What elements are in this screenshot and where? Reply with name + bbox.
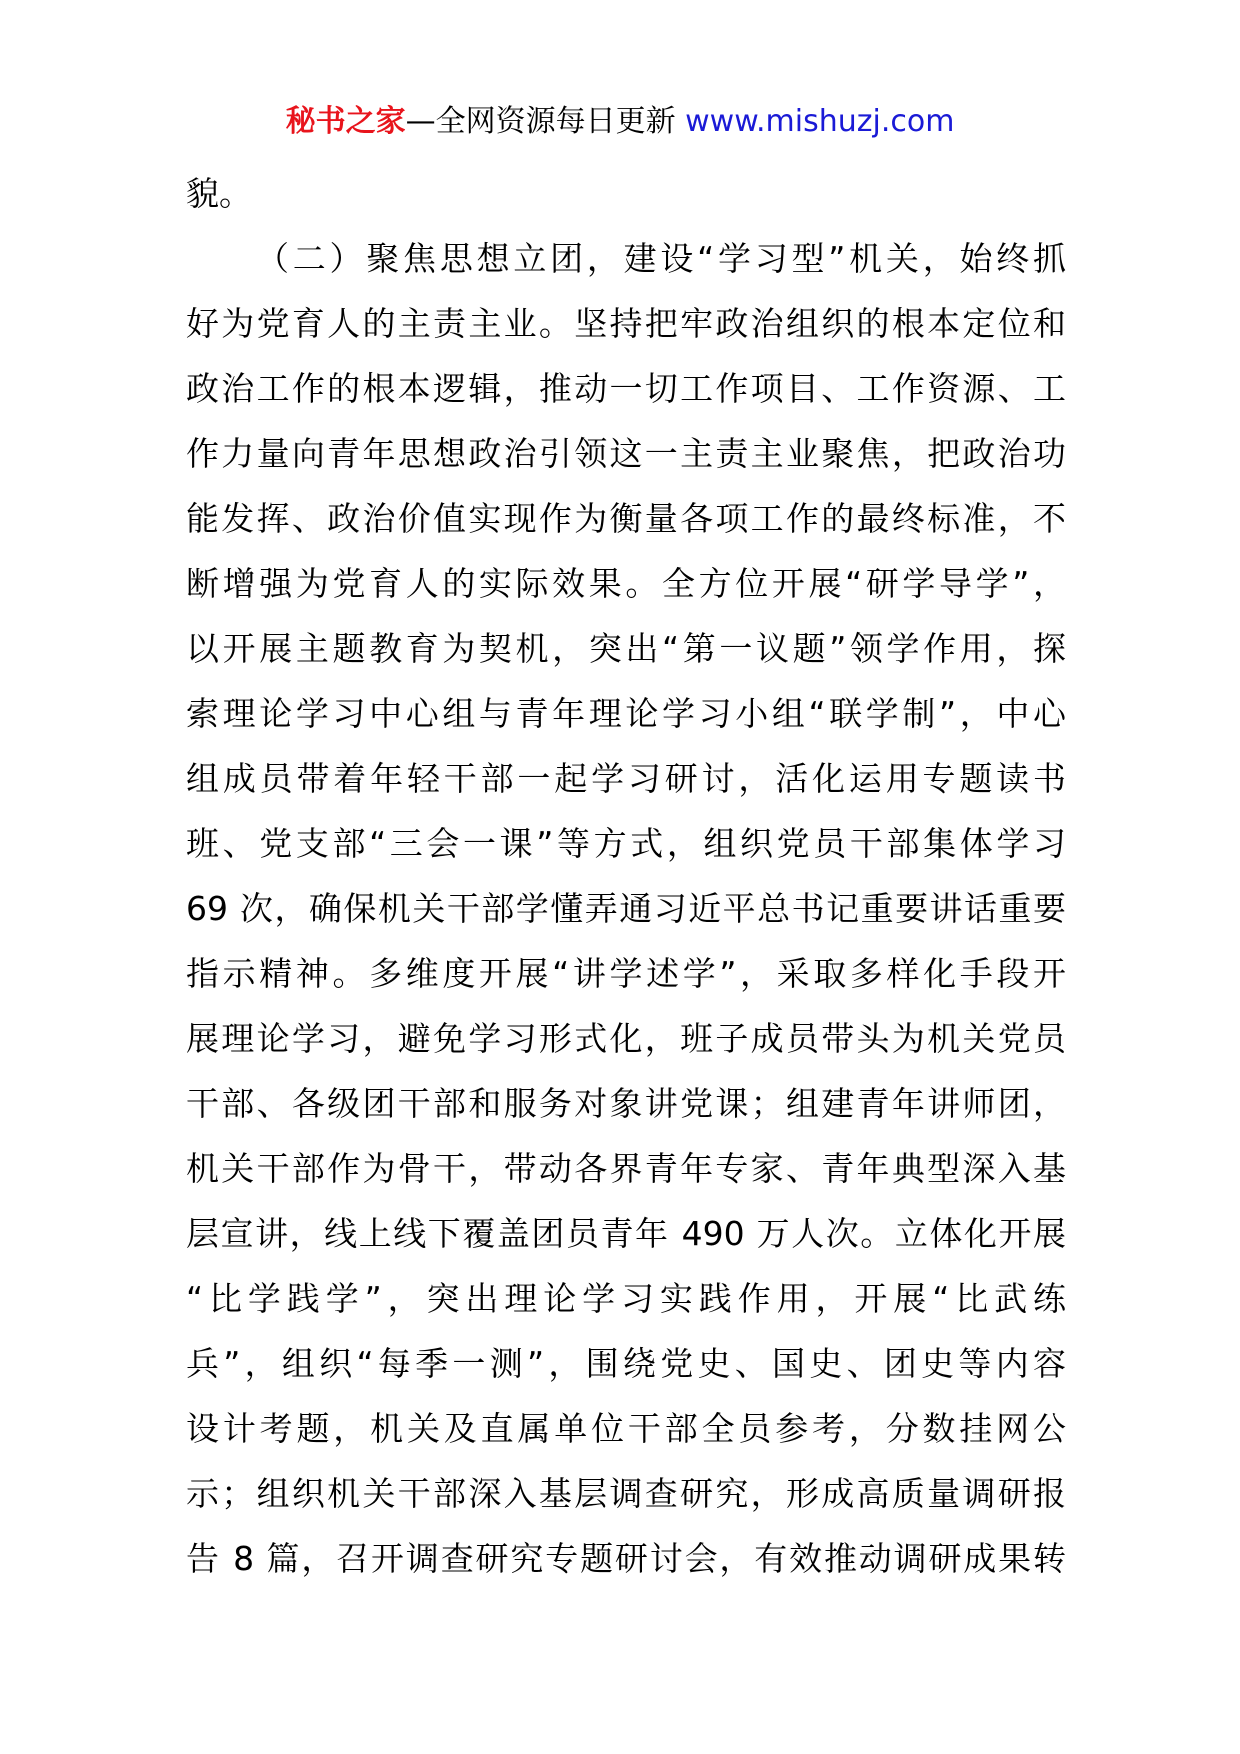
page-header [0,100,1240,144]
text-line: “比学践学”，突出理论学习实践作用，开展“比武练 [186,1279,1066,1318]
text-line: 兵”，组织“每季一测”，围绕党史、国史、团史等内容 [186,1344,1066,1383]
text-line: 层宣讲，线上线下覆盖团员青年 490 万人次。立体化开展 [186,1214,1066,1253]
text-line: 69 次，确保机关干部学懂弄通习近平总书记重要讲话重要 [186,889,1066,928]
text-line: 展理论学习，避免学习形式化，班子成员带头为机关党员 [186,1019,1066,1058]
text-line: 政治工作的根本逻辑，推动一切工作项目、工作资源、工 [186,369,1066,408]
text-line: 干部、各级团干部和服务对象讲党课；组建青年讲师团， [186,1084,1066,1123]
site-url-link[interactable]: www.mishuzj.com [685,104,955,139]
text-line: 指示精神。多维度开展“讲学述学”，采取多样化手段开 [186,954,1066,993]
brand-name: 秘书之家 [285,104,406,139]
text-line: 设计考题，机关及直属单位干部全员参考，分数挂网公 [186,1409,1066,1448]
document-body [186,161,1066,1591]
section-heading-line: （二）聚焦思想立团，建设“学习型”机关，始终抓 [256,239,1066,278]
text-line: 索理论学习中心组与青年理论学习小组“联学制”，中心 [186,694,1066,733]
text-line: 断增强为党育人的实际效果。全方位开展“研学导学”， [186,564,1066,603]
text-line: 组成员带着年轻干部一起学习研讨，活化运用专题读书 [186,759,1066,798]
header-slogan: —全网资源每日更新 [405,104,676,139]
text-line: 好为党育人的主责主业。坚持把牢政治组织的根本定位和 [186,304,1066,343]
text-line: 能发挥、政治价值实现作为衡量各项工作的最终标准，不 [186,499,1066,538]
text-line: 机关干部作为骨干，带动各界青年专家、青年典型深入基 [186,1149,1066,1188]
text-line: 貌。 [186,174,252,213]
text-line: 示；组织机关干部深入基层调查研究，形成高质量调研报 [186,1474,1066,1513]
text-line: 作力量向青年思想政治引领这一主责主业聚焦，把政治功 [186,434,1066,473]
text-line: 班、党支部“三会一课”等方式，组织党员干部集体学习 [186,824,1066,863]
text-line: 以开展主题教育为契机，突出“第一议题”领学作用，探 [186,629,1066,668]
text-line: 告 8 篇，召开调查研究专题研讨会，有效推动调研成果转 [186,1539,1066,1578]
